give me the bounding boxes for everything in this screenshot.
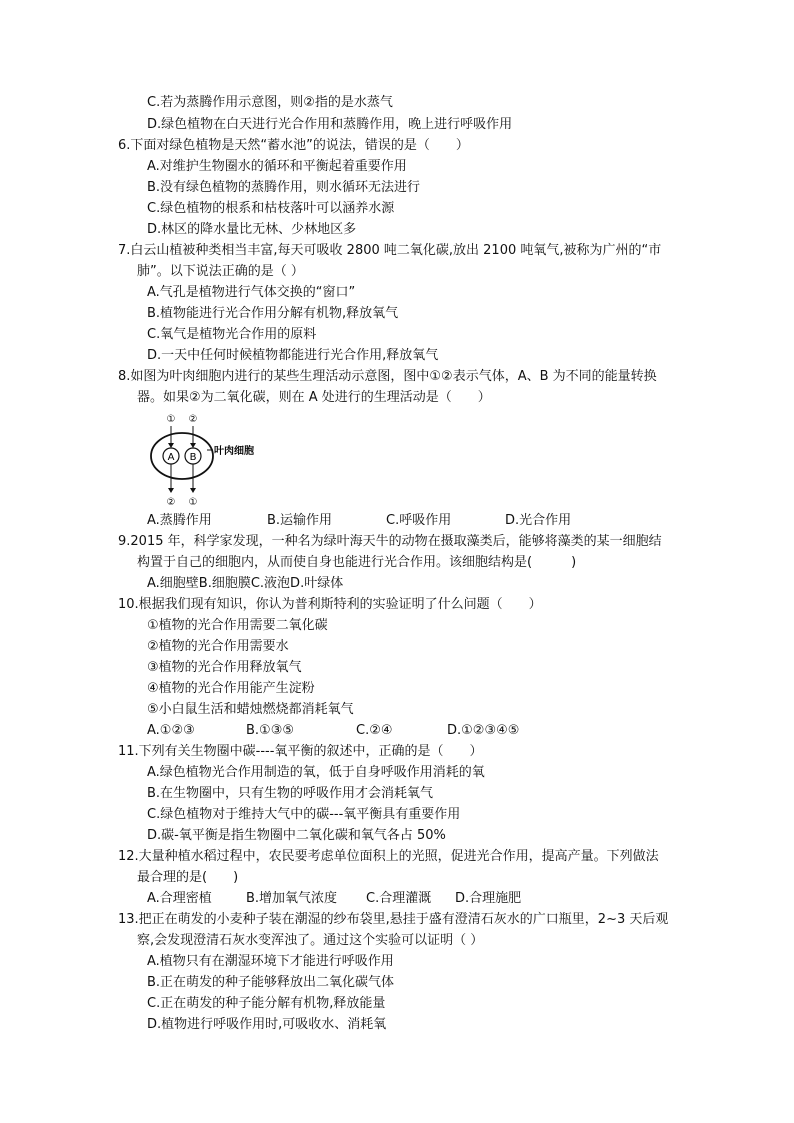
q12-option-b: B.增加氧气浓度	[246, 891, 338, 906]
q12-stem: 12.大量种植水稻过程中，农民要考虑单位面积上的光照，促进光合作用，提高产量。下列做法	[118, 849, 659, 864]
leaf-cell-diagram	[147, 408, 277, 508]
q8-option-c: C.呼吸作用	[386, 513, 452, 528]
cell-outline	[151, 433, 213, 479]
q13-stem-cont: 察,会发现澄清石灰水变浑浊了。通过这个实验可以证明（ ）	[137, 933, 484, 948]
gas-label-top-right: ②	[188, 414, 198, 425]
q8-option-d: D.光合作用	[505, 513, 572, 528]
q11-option-b: B.在生物圈中，只有生物的呼吸作用才会消耗氧气	[147, 786, 434, 801]
q7-stem-cont: 肺”。以下说法正确的是（ ）	[137, 264, 304, 279]
arrow-in-a-head	[168, 443, 174, 448]
q12-option-a: A.合理密植	[147, 891, 212, 906]
q9-options: A.细胞壁B.细胞膜C.液泡D.叶绿体	[147, 576, 344, 591]
q13-option-d: D.植物进行呼吸作用时,可吸收水、消耗氧	[147, 1017, 387, 1032]
q9-stem: 9.2015 年，科学家发现，一种名为绿叶海天牛的动物在摄取藻类后，能够将藻类的某一细胞结	[118, 534, 662, 549]
q8-stem: 8.如图为叶肉细胞内进行的某些生理活动示意图，图中①②表示气体，A、B 为不同的能量转换	[118, 369, 657, 384]
q12-option-d: D.合理施肥	[455, 891, 522, 906]
q7-stem: 7.白云山植被种类相当丰富,每天可吸收 2800 吨二氧化碳,放出 2100 吨氧气,被称为广州的“市	[118, 243, 662, 258]
q10-option-a: A.①②③	[147, 723, 195, 738]
q6-stem: 6.下面对绿色植物是天然“蓄水池”的说法，错误的是（ ）	[118, 138, 469, 153]
q12-stem-cont: 最合理的是( )	[137, 870, 239, 885]
q7-option-b: B.植物能进行光合作用分解有机物,释放氧气	[147, 306, 399, 321]
q8-option-a: A.蒸腾作用	[147, 513, 212, 528]
q11-option-d: D.碳-氧平衡是指生物圈中二氧化碳和氧气各占 50%	[147, 828, 446, 843]
arrow-out-b-head	[190, 488, 196, 493]
q10-statement-1: ①植物的光合作用需要二氧化碳	[147, 618, 328, 633]
organelle-b-label: B	[189, 452, 197, 463]
q5-option-c: C.若为蒸腾作用示意图，则②指的是水蒸气	[147, 95, 393, 110]
q6-option-a: A.对维护生物圈水的循环和平衡起着重要作用	[147, 159, 407, 174]
q10-stem: 10.根据我们现有知识，你认为普利斯特利的实验证明了什么问题（ ）	[118, 597, 542, 612]
q6-option-c: C.绿色植物的根系和枯枝落叶可以涵养水源	[147, 201, 395, 216]
q6-option-d: D.林区的降水量比无林、少林地区多	[147, 222, 357, 237]
q7-option-c: C.氧气是植物光合作用的原料	[147, 327, 317, 342]
q13-option-a: A.植物只有在潮湿环境下才能进行呼吸作用	[147, 954, 394, 969]
q5-option-d: D.绿色植物在白天进行光合作用和蒸腾作用，晚上进行呼吸作用	[147, 117, 513, 132]
cell-label: 叶肉细胞	[214, 446, 254, 457]
organelle-a-label: A	[167, 452, 175, 463]
q13-stem: 13.把正在萌发的小麦种子装在潮湿的纱布袋里,悬挂于盛有澄清石灰水的广口瓶里，2~3 天后观	[118, 912, 669, 927]
q7-option-a: A.气孔是植物进行气体交换的“窗口”	[147, 285, 356, 300]
q13-option-b: B.正在萌发的种子能够释放出二氧化碳气体	[147, 975, 395, 990]
q7-option-d: D.一天中任何时候植物都能进行光合作用,释放氧气	[147, 348, 439, 363]
q13-option-c: C.正在萌发的种子能分解有机物,释放能量	[147, 996, 386, 1011]
q10-statement-2: ②植物的光合作用需要水	[147, 639, 289, 654]
q11-option-a: A.绿色植物光合作用制造的氧，低于自身呼吸作用消耗的氧	[147, 765, 485, 780]
q10-statement-5: ⑤小白鼠生活和蜡烛燃烧都消耗氧气	[147, 702, 354, 717]
q10-option-b: B.①③⑤	[246, 723, 295, 738]
arrow-out-a-head	[168, 488, 174, 493]
q12-option-c: C.合理灌溉	[366, 891, 432, 906]
arrow-in-b-head	[190, 443, 196, 448]
q10-option-c: C.②④	[356, 723, 393, 738]
q10-statement-4: ④植物的光合作用能产生淀粉	[147, 681, 315, 696]
q10-statement-3: ③植物的光合作用释放氧气	[147, 660, 302, 675]
gas-label-bottom-right: ①	[188, 497, 198, 508]
q6-option-b: B.没有绿色植物的蒸腾作用，则水循环无法进行	[147, 180, 421, 195]
q8-option-b: B.运输作用	[267, 513, 333, 528]
q9-stem-cont: 构置于自己的细胞内，从而使自身也能进行光合作用。该细胞结构是( )	[137, 555, 577, 570]
q8-stem-cont: 器。如果②为二氧化碳，则在 A 处进行的生理活动是（ ）	[137, 390, 491, 405]
q11-option-c: C.绿色植物对于维持大气中的碳---氧平衡具有重要作用	[147, 807, 461, 822]
gas-label-top-left: ①	[166, 414, 176, 425]
q10-option-d: D.①②③④⑤	[447, 723, 520, 738]
gas-label-bottom-left: ②	[166, 497, 176, 508]
q11-stem: 11.下列有关生物圈中碳----氧平衡的叙述中，正确的是（ ）	[118, 744, 483, 759]
